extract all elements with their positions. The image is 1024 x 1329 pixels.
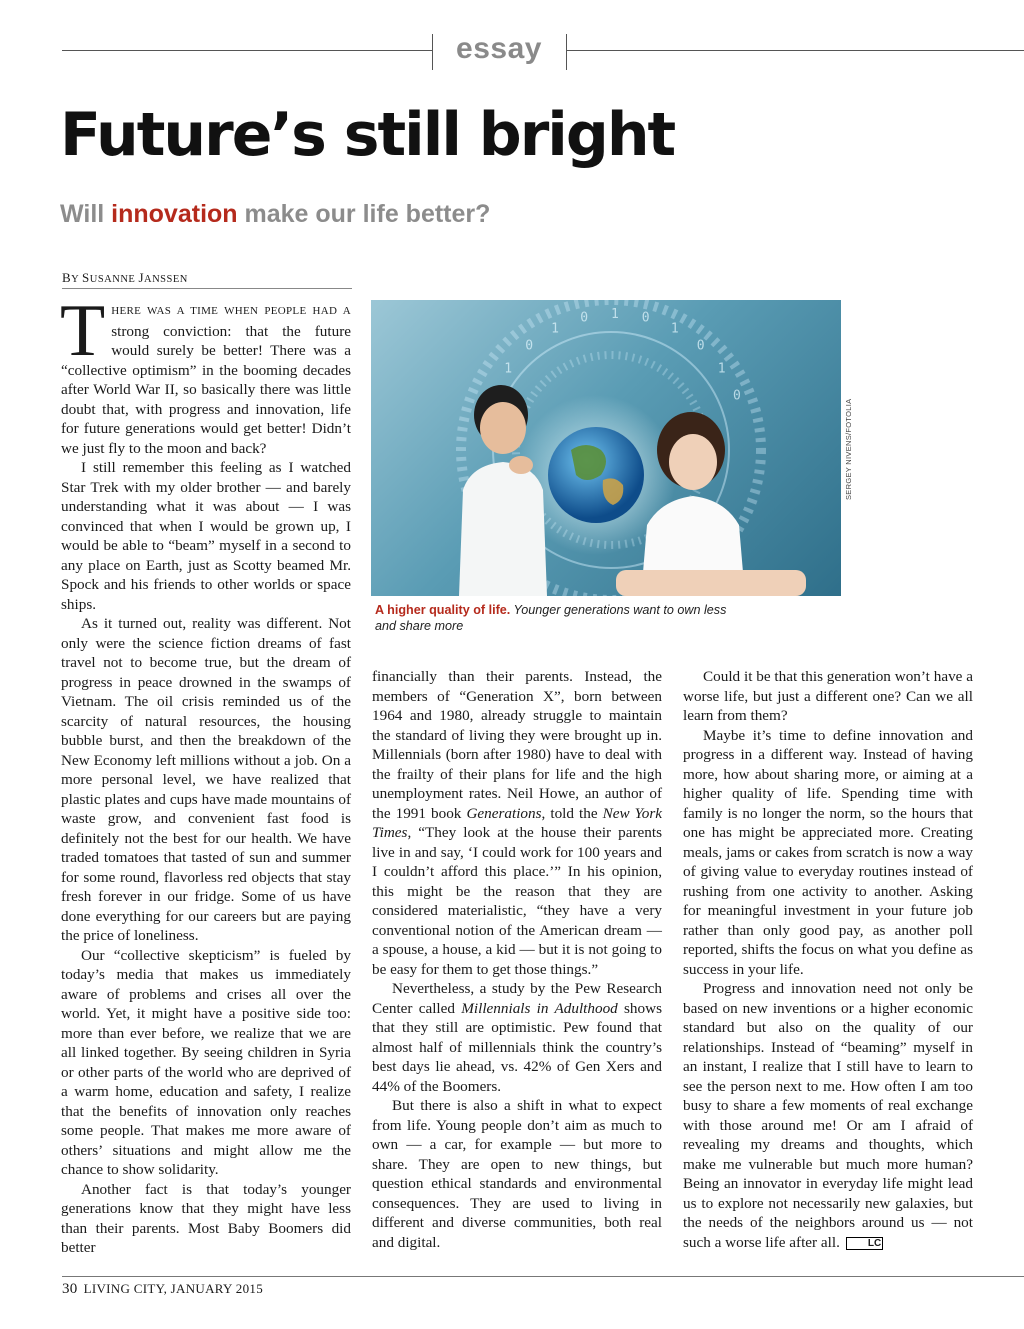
- article-photo: [371, 300, 841, 596]
- header-rule-right: [566, 50, 1024, 51]
- article-column-3: [683, 667, 973, 1252]
- deck-highlight: innovation: [111, 200, 238, 228]
- paragraph: As it turned out, reality was different. Not only were the science fiction dreams of fast travel not to become true, but the dream of progress in peace drowned in the swamps of Vietnam. The oil crisis reminded us of the scarcity of natural resources, the housing bubble burst, and then the breakdown of the New Economy left millions without a job. On a more personal level, we have realized that plastic plates and cups have made mountains of waste grow, and convenient fast food is definitely not the best for our health. We have traded tomatoes that tasted of sun and summer for some round, flavorless red objects that stay fresh forever in our fridge. Some of us have done everything for our careers but are paying the price of loneliness.: [61, 615, 351, 944]
- binary-digit: 0: [696, 338, 705, 354]
- section-label: essay: [456, 32, 542, 65]
- binary-digit: 1: [611, 307, 619, 322]
- paragraph: financially than their parents. Instead, the members of “Generation X”, born between 1964 and 1980, already struggle to maintain the standard of living they were brought up in. Millennials (born after 1980) have to deal with the frailty of their plans for life and the high unemployment rates. Neil Howe, an author of the 1991 book Generations, told the New York Times, “They look at the house their parents live in and say, ‘I could work for 100 years and I couldn’t afford this place.’” In his opinion, this might be the reason that they are considered materialistic, “they have a very conventional notion of the American dream — a spouse, a house, a kid — but it is not going to be easy for them to get those things.”: [372, 668, 662, 978]
- byline: BY SUSANNE JANSSEN: [62, 270, 188, 285]
- paragraph: I still remember this feeling as I watched Star Trek with my older brother — and barely understanding what it was about — I was convinced that when I would be grown up, I would be able to “beam” myself in a second to any place on Earth, just as Scotty beamed Mr. Spock and his friends to other worlds or space ships.: [61, 459, 351, 613]
- publication-info: LIVING CITY, JANUARY 2015: [83, 1281, 263, 1296]
- header-tick-right: [566, 34, 567, 70]
- paragraph: THERE WAS A TIME WHEN PEOPLE HAD A strong conviction: that the future would surely be better! There was a “collective optimism” in the booming decades after World War II, so basically there was little doubt that, with progress and innovation, life for future generations would get better! Didn’t we just fly to the moon and back?: [60, 290, 351, 457]
- deck: Will innovation make our life better?: [60, 200, 491, 228]
- paragraph: Maybe it’s time to define innovation and progress in a different way. Instead of having more, how about sharing more, or aiming at a higher quality of life. Spending time with family is no longer the norm, so the hours that one has might be appreciated more. Creating meals, jams or cakes from scratch is now a way of giving value to everyday routines instead of rushing from one activity to another. Asking for meaningful investment in your future job rather than only good pay, as another poll reported, shifts the focus on what you define as success in your life.: [683, 726, 973, 978]
- page-footer: [62, 1281, 263, 1298]
- binary-digit: 1: [504, 361, 513, 377]
- header-tick-left: [432, 34, 433, 70]
- end-mark-logo: LC: [846, 1237, 883, 1250]
- binary-digit: 0: [525, 338, 534, 354]
- header-rule-left: [62, 50, 432, 51]
- paragraph: Another fact is that today’s younger generations know that they might have less than their parents. Most Baby Boomers did better: [61, 1180, 351, 1256]
- drop-cap: T: [60, 290, 106, 372]
- byline-rule: [62, 288, 352, 289]
- paragraph: But there is also a shift in what to expect from life. Young people don’t aim as much to own — a car, for example — but more to share. They are open to new things, but question ethical standards and environmental consequences. They are used to living in different and diverse communities, both real and digital.: [372, 1097, 662, 1251]
- footer-rule: [62, 1276, 1024, 1277]
- photo-illustration: [371, 300, 841, 596]
- paragraph: Progress and innovation need not only be based on new inventions or a higher economic standard but also on the quality of our relationships. Instead of “beaming” myself in an instant, I realize that I still have to learn to see the person next to me. How often I am too busy to share a few moments of real exchange with those around me! Or am I afraid of revealing my dreams and thoughts, which make me vulnerable but much more human? Being an innovator in everyday life might lead us to explore not necessarily new galaxies, but the needs of the neighbors around us — not such a worse life after all. LC: [683, 980, 973, 1251]
- page-number: 30: [62, 1281, 78, 1297]
- article-column-2: [372, 667, 662, 1252]
- paragraph: Nevertheless, a study by the Pew Research Center called Millennials in Adulthood shows that they still are optimistic. Pew found that almost half of millennials think the country’s best days lie ahead, vs. 42% of Gen Xers and 44% of the Boomers.: [372, 980, 662, 1095]
- binary-digit: 1: [551, 321, 559, 337]
- binary-digit: 0: [641, 310, 650, 326]
- paragraph: Could it be that this generation won’t have a worse life, but just a different one? Can we all learn from them?: [683, 668, 973, 724]
- binary-digit: 1: [670, 321, 679, 337]
- paragraph: Our “collective skepticism” is fueled by today’s media that makes us immediately aware of problems and crises all over the world. Yet, it might have a positive side too: more than ever before, we realize that we are all linked together. By seeing children in Syria or other parts of the world who are deprived of a warm home, education and safety, I realize that the benefits of innovation only reaches some people. That makes me more aware of others’ situations and might allow me the chance to show solidarity.: [61, 946, 351, 1178]
- binary-digit: 0: [733, 388, 741, 404]
- article-column-1: [60, 290, 351, 1258]
- binary-digit: 0: [580, 310, 589, 326]
- photo-caption: A higher quality of life. Younger generations want to own less and share more: [375, 603, 727, 633]
- binary-digit: 1: [717, 361, 726, 377]
- photo-credit: SERGEY NIVENS/FOTOLIA: [844, 398, 853, 500]
- headline: Future’s still bright: [60, 100, 675, 170]
